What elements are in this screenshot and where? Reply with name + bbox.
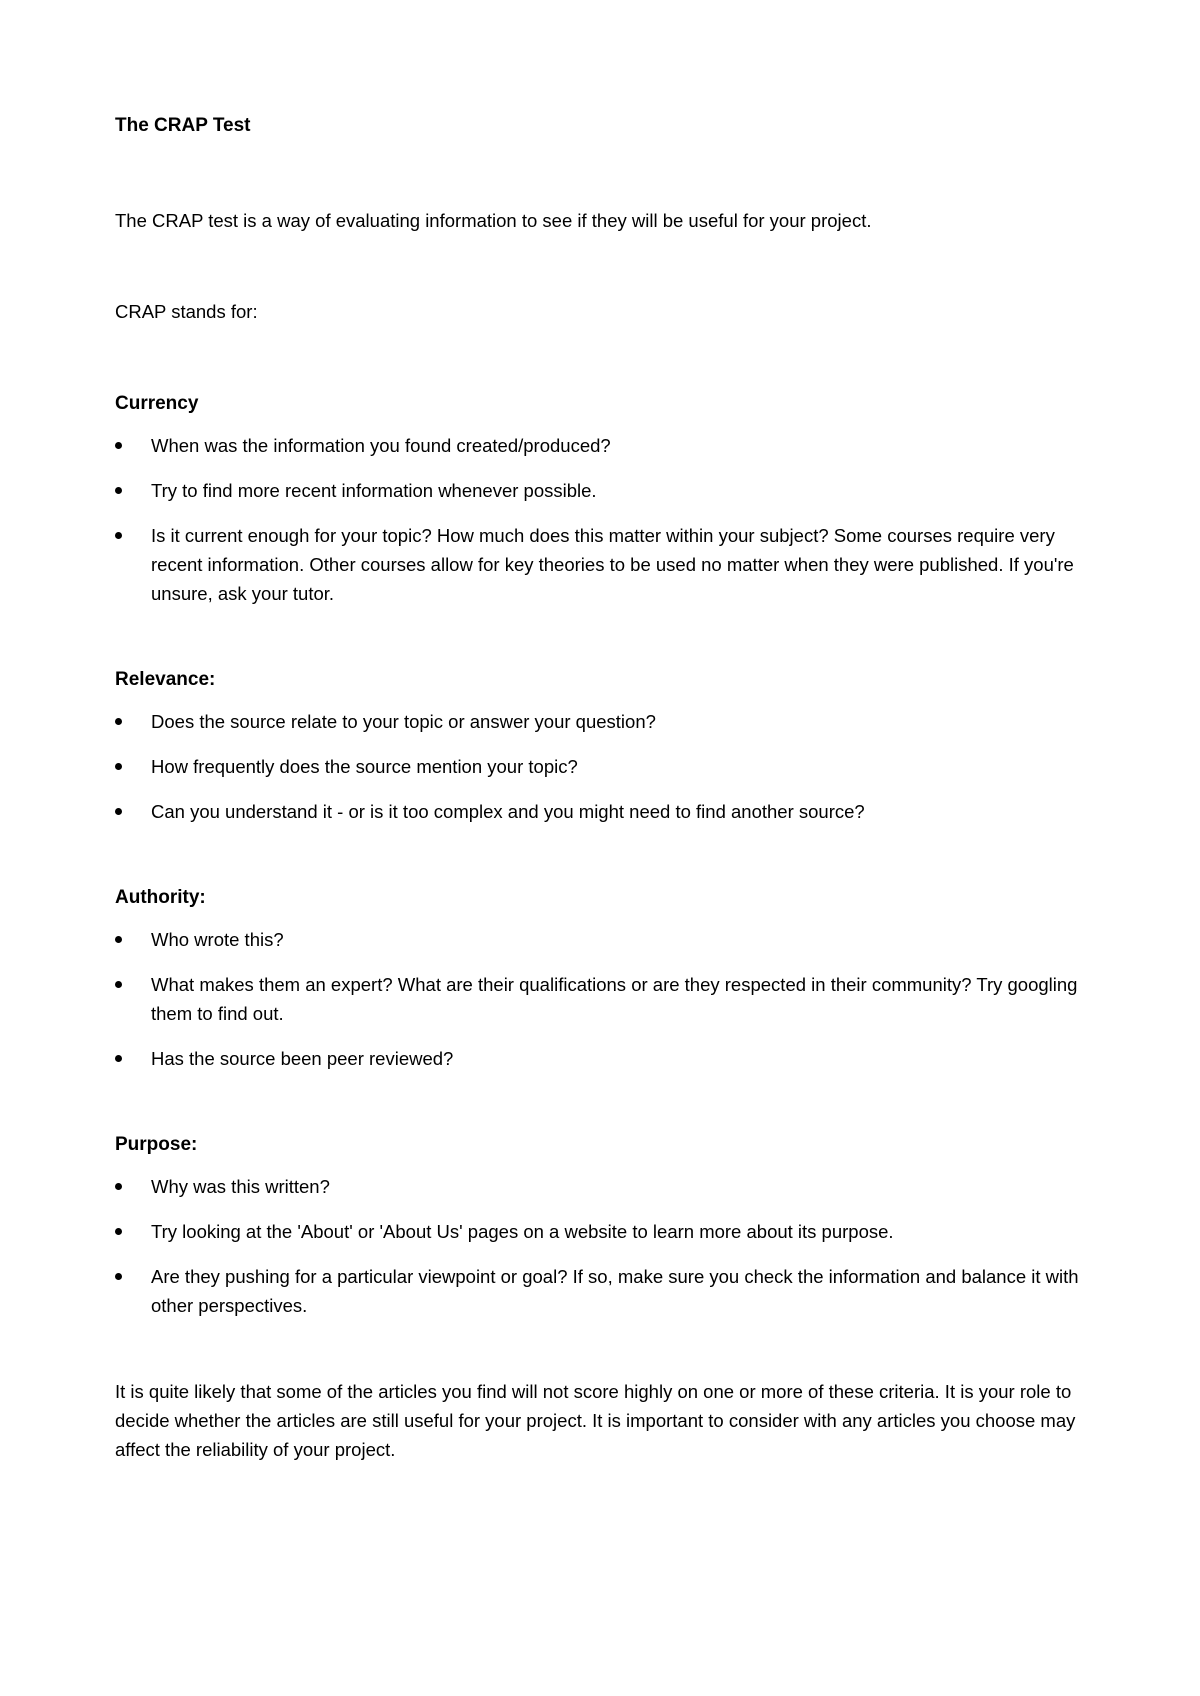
- list-item-text: What makes them an expert? What are their qualifications or are they respected in their community? Try googling them to find out.: [151, 974, 1078, 1024]
- document-title: The CRAP Test: [115, 115, 251, 136]
- bullet-list: [115, 1172, 1100, 1320]
- bullet-icon: [115, 532, 122, 539]
- section-relevance: [115, 668, 1100, 826]
- stands-for-label: CRAP stands for:: [115, 301, 258, 322]
- bullet-icon: [115, 1273, 122, 1280]
- list-item: [115, 752, 1100, 781]
- list-item: [115, 431, 1100, 460]
- bullet-icon: [115, 981, 122, 988]
- bullet-icon: [115, 718, 122, 725]
- list-item-text: Has the source been peer reviewed?: [151, 1048, 454, 1069]
- list-item: [115, 1172, 1100, 1201]
- list-item: [115, 1262, 1100, 1320]
- bullet-icon: [115, 487, 122, 494]
- intro-paragraph: The CRAP test is a way of evaluating information to see if they will be useful for your project.: [115, 210, 872, 231]
- section-heading: Relevance:: [115, 669, 216, 690]
- section-heading: Authority:: [115, 887, 206, 908]
- bullet-list: [115, 707, 1100, 826]
- bullet-icon: [115, 1055, 122, 1062]
- list-item: [115, 970, 1100, 1028]
- section-authority: [115, 886, 1100, 1073]
- bullet-icon: [115, 936, 122, 943]
- list-item: [115, 521, 1100, 608]
- bullet-icon: [115, 763, 122, 770]
- list-item-text: Is it current enough for your topic? How much does this matter within your subject? Some courses require very recent information. Other courses allow for key theories to be used no matter when they were published. If you're unsure, ask your tutor.: [151, 525, 1074, 604]
- list-item-text: Who wrote this?: [151, 929, 284, 950]
- list-item: [115, 797, 1100, 826]
- list-item-text: How frequently does the source mention your topic?: [151, 756, 578, 777]
- list-item-text: When was the information you found created/produced?: [151, 435, 611, 456]
- section-purpose: [115, 1133, 1100, 1320]
- bullet-list: [115, 431, 1100, 608]
- list-item-text: Try to find more recent information whenever possible.: [151, 480, 597, 501]
- bullet-icon: [115, 1183, 122, 1190]
- list-item: [115, 925, 1100, 954]
- list-item-text: Try looking at the 'About' or 'About Us' pages on a website to learn more about its purpose.: [151, 1221, 894, 1242]
- bullet-list: [115, 925, 1100, 1073]
- section-currency: [115, 392, 1100, 608]
- list-item: [115, 707, 1100, 736]
- list-item: [115, 1217, 1100, 1246]
- section-heading: Purpose:: [115, 1134, 198, 1155]
- bullet-icon: [115, 442, 122, 449]
- list-item-text: Can you understand it - or is it too complex and you might need to find another source?: [151, 801, 865, 822]
- section-heading: Currency: [115, 393, 199, 414]
- list-item: [115, 1044, 1100, 1073]
- closing-paragraph: It is quite likely that some of the articles you find will not score highly on one or more of these criteria. It is your role to decide whether the articles are still useful for your project. It is important to consider with any articles you choose may affect the reliability of your project.: [115, 1381, 1076, 1460]
- bullet-icon: [115, 1228, 122, 1235]
- list-item-text: Does the source relate to your topic or answer your question?: [151, 711, 656, 732]
- list-item-text: Why was this written?: [151, 1176, 330, 1197]
- list-item-text: Are they pushing for a particular viewpoint or goal? If so, make sure you check the information and balance it with other perspectives.: [151, 1266, 1079, 1316]
- bullet-icon: [115, 808, 122, 815]
- list-item: [115, 476, 1100, 505]
